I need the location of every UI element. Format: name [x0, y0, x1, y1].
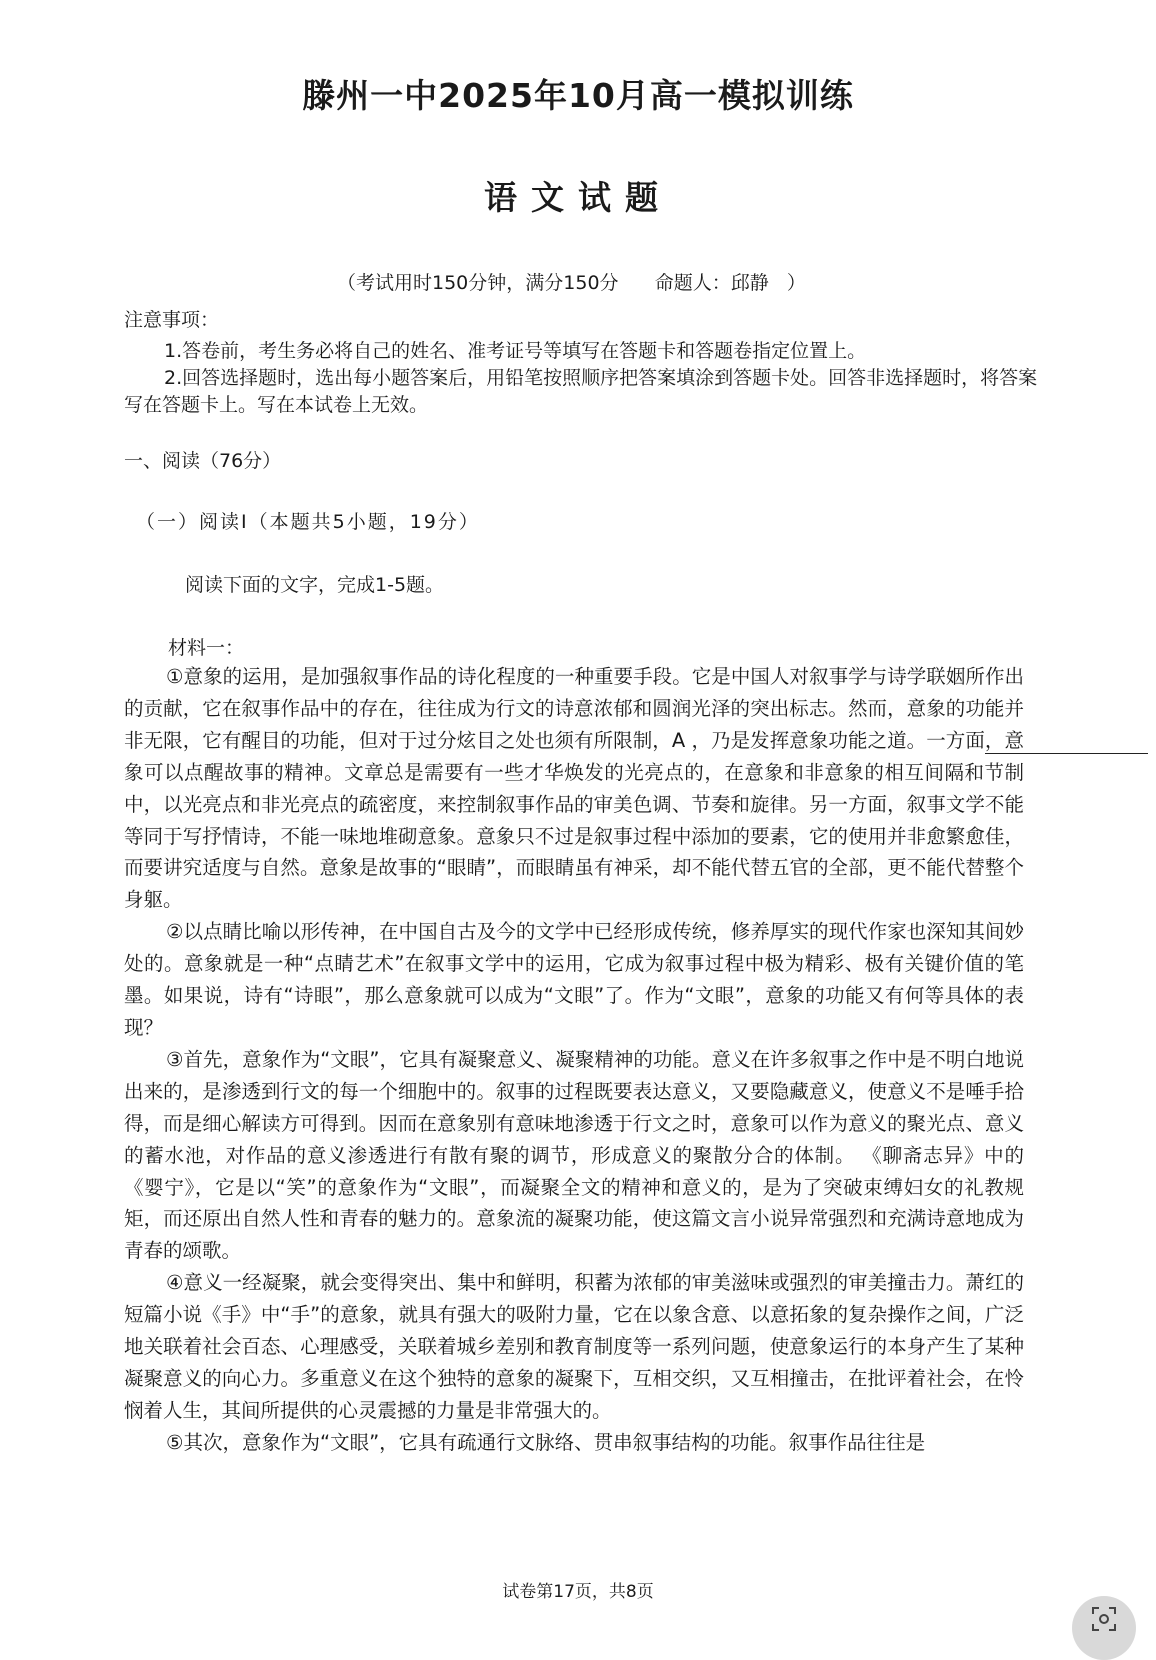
- note-item: 2.回答选择题时，选出每小题答案后，用铅笔按照顺序把答案填涂到答题卡处。回答非选择题时，将答案写在答题卡上。写在本试卷上无效。: [124, 367, 1038, 416]
- reading-instruction: 阅读下面的文字，完成1-5题。: [185, 574, 445, 596]
- answer-blank-line: [985, 753, 1148, 754]
- notes-list: [124, 338, 1044, 419]
- note-item: 1.答卷前，考生务必将自己的姓名、准考证号等填写在答题卡和答题卷指定位置上。: [164, 340, 867, 362]
- page-footer: 试卷第17页，共8页: [502, 1582, 654, 1602]
- material-label: 材料一：: [168, 637, 245, 659]
- exam-subtitle: 语文试题: [484, 178, 672, 217]
- notes-heading: 注意事项：: [124, 309, 220, 331]
- paragraph: ③首先，意象作为“文眼”，它具有凝聚意义、凝聚精神的功能。意义在许多叙事之作中是不明白地说出来的，是渗透到行文的每一个细胞中的。叙事的过程既要表达意义，又要隐藏意义，使意义不是唾手拾得，而是细心解读方可得到。因而在意象别有意味地渗透于行文之时，意象可以作为意义的聚光点、意义的蓄水池，对作品的意义渗透进行有散有聚的调节，形成意义的聚散分合的体制。 《聊斋志异》中的《婴宁》，它是以“笑”的意象作为“文眼”，而凝聚全文的精神和意义的，是为了突破束缚妇女的礼教规矩，而还原出自然人性和青春的魅力的。意象流的凝聚功能，使这篇文言小说异常强烈和充满诗意地成为青春的颂歌。: [124, 1047, 1024, 1263]
- scan-button[interactable]: [1072, 1596, 1136, 1660]
- exam-info: （考试用时150分钟，满分150分 命题人：邱静 ）: [337, 272, 806, 294]
- scan-icon: [1091, 1606, 1117, 1632]
- exam-title: 滕州一中2025年10月高一模拟训练: [302, 76, 854, 115]
- paragraph: ①意象的运用，是加强叙事作品的诗化程度的一种重要手段。它是中国人对叙事学与诗学联姻所作出的贡献，它在叙事作品中的存在，往往成为行文的诗意浓郁和圆润光泽的突出标志。然而，意象的功能并非无限，它有醒目的功能，但对于过分炫目之处也须有所限制，A ，乃是发挥意象功能之道。一方面，意象可以点醒故事的精神。文章总是需要有一些才华焕发的光亮点的，在意象和非意象的相互间隔和节制中，以光亮点和非光亮点的疏密度，来控制叙事作品的审美色调、节奏和旋律。另一方面，叙事文学不能等同于写抒情诗，不能一味地堆砌意象。意象只不过是叙事过程中添加的要素，它的使用并非愈繁愈佳，而要讲究适度与自然。意象是故事的“眼睛”，而眼睛虽有神采，却不能代替五官的全部，更不能代替整个身躯。: [124, 665, 1024, 912]
- paragraph: ④意义一经凝聚，就会变得突出、集中和鲜明，积蓄为浓郁的审美滋味或强烈的审美撞击力。萧红的短篇小说《手》中“手”的意象，就具有强大的吸附力量，它在以象含意、以意拓象的复杂操作之间，广泛地关联着社会百态、心理感受，关联着城乡差别和教育制度等一系列问题，使意象运行的本身产生了某种凝聚意义的向心力。多重意义在这个独特的意象的凝聚下，互相交织，又互相撞击，在批评着社会，在怜悯着人生，其间所提供的心灵震撼的力量是非常强大的。: [124, 1271, 1024, 1422]
- paragraph: ⑤其次，意象作为“文眼”，它具有疏通行文脉络、贯串叙事结构的功能。叙事作品往往是: [166, 1430, 926, 1454]
- material-body: [124, 661, 1024, 1459]
- paragraph: ②以点睛比喻以形传神，在中国自古及今的文学中已经形成传统，修养厚实的现代作家也深知其间妙处的。意象就是一种“点睛艺术”在叙事文学中的运用，它成为叙事过程中极为精彩、极有关键价值的笔墨。如果说，诗有“诗眼”，那么意象就可以成为“文眼”了。作为“文眼”，意象的功能又有何等具体的表现？: [124, 920, 1024, 1039]
- section-heading: 一、阅读（76分）: [124, 450, 282, 472]
- subsection-heading: （一）阅读Ⅰ（本题共5小题，19分）: [136, 511, 480, 533]
